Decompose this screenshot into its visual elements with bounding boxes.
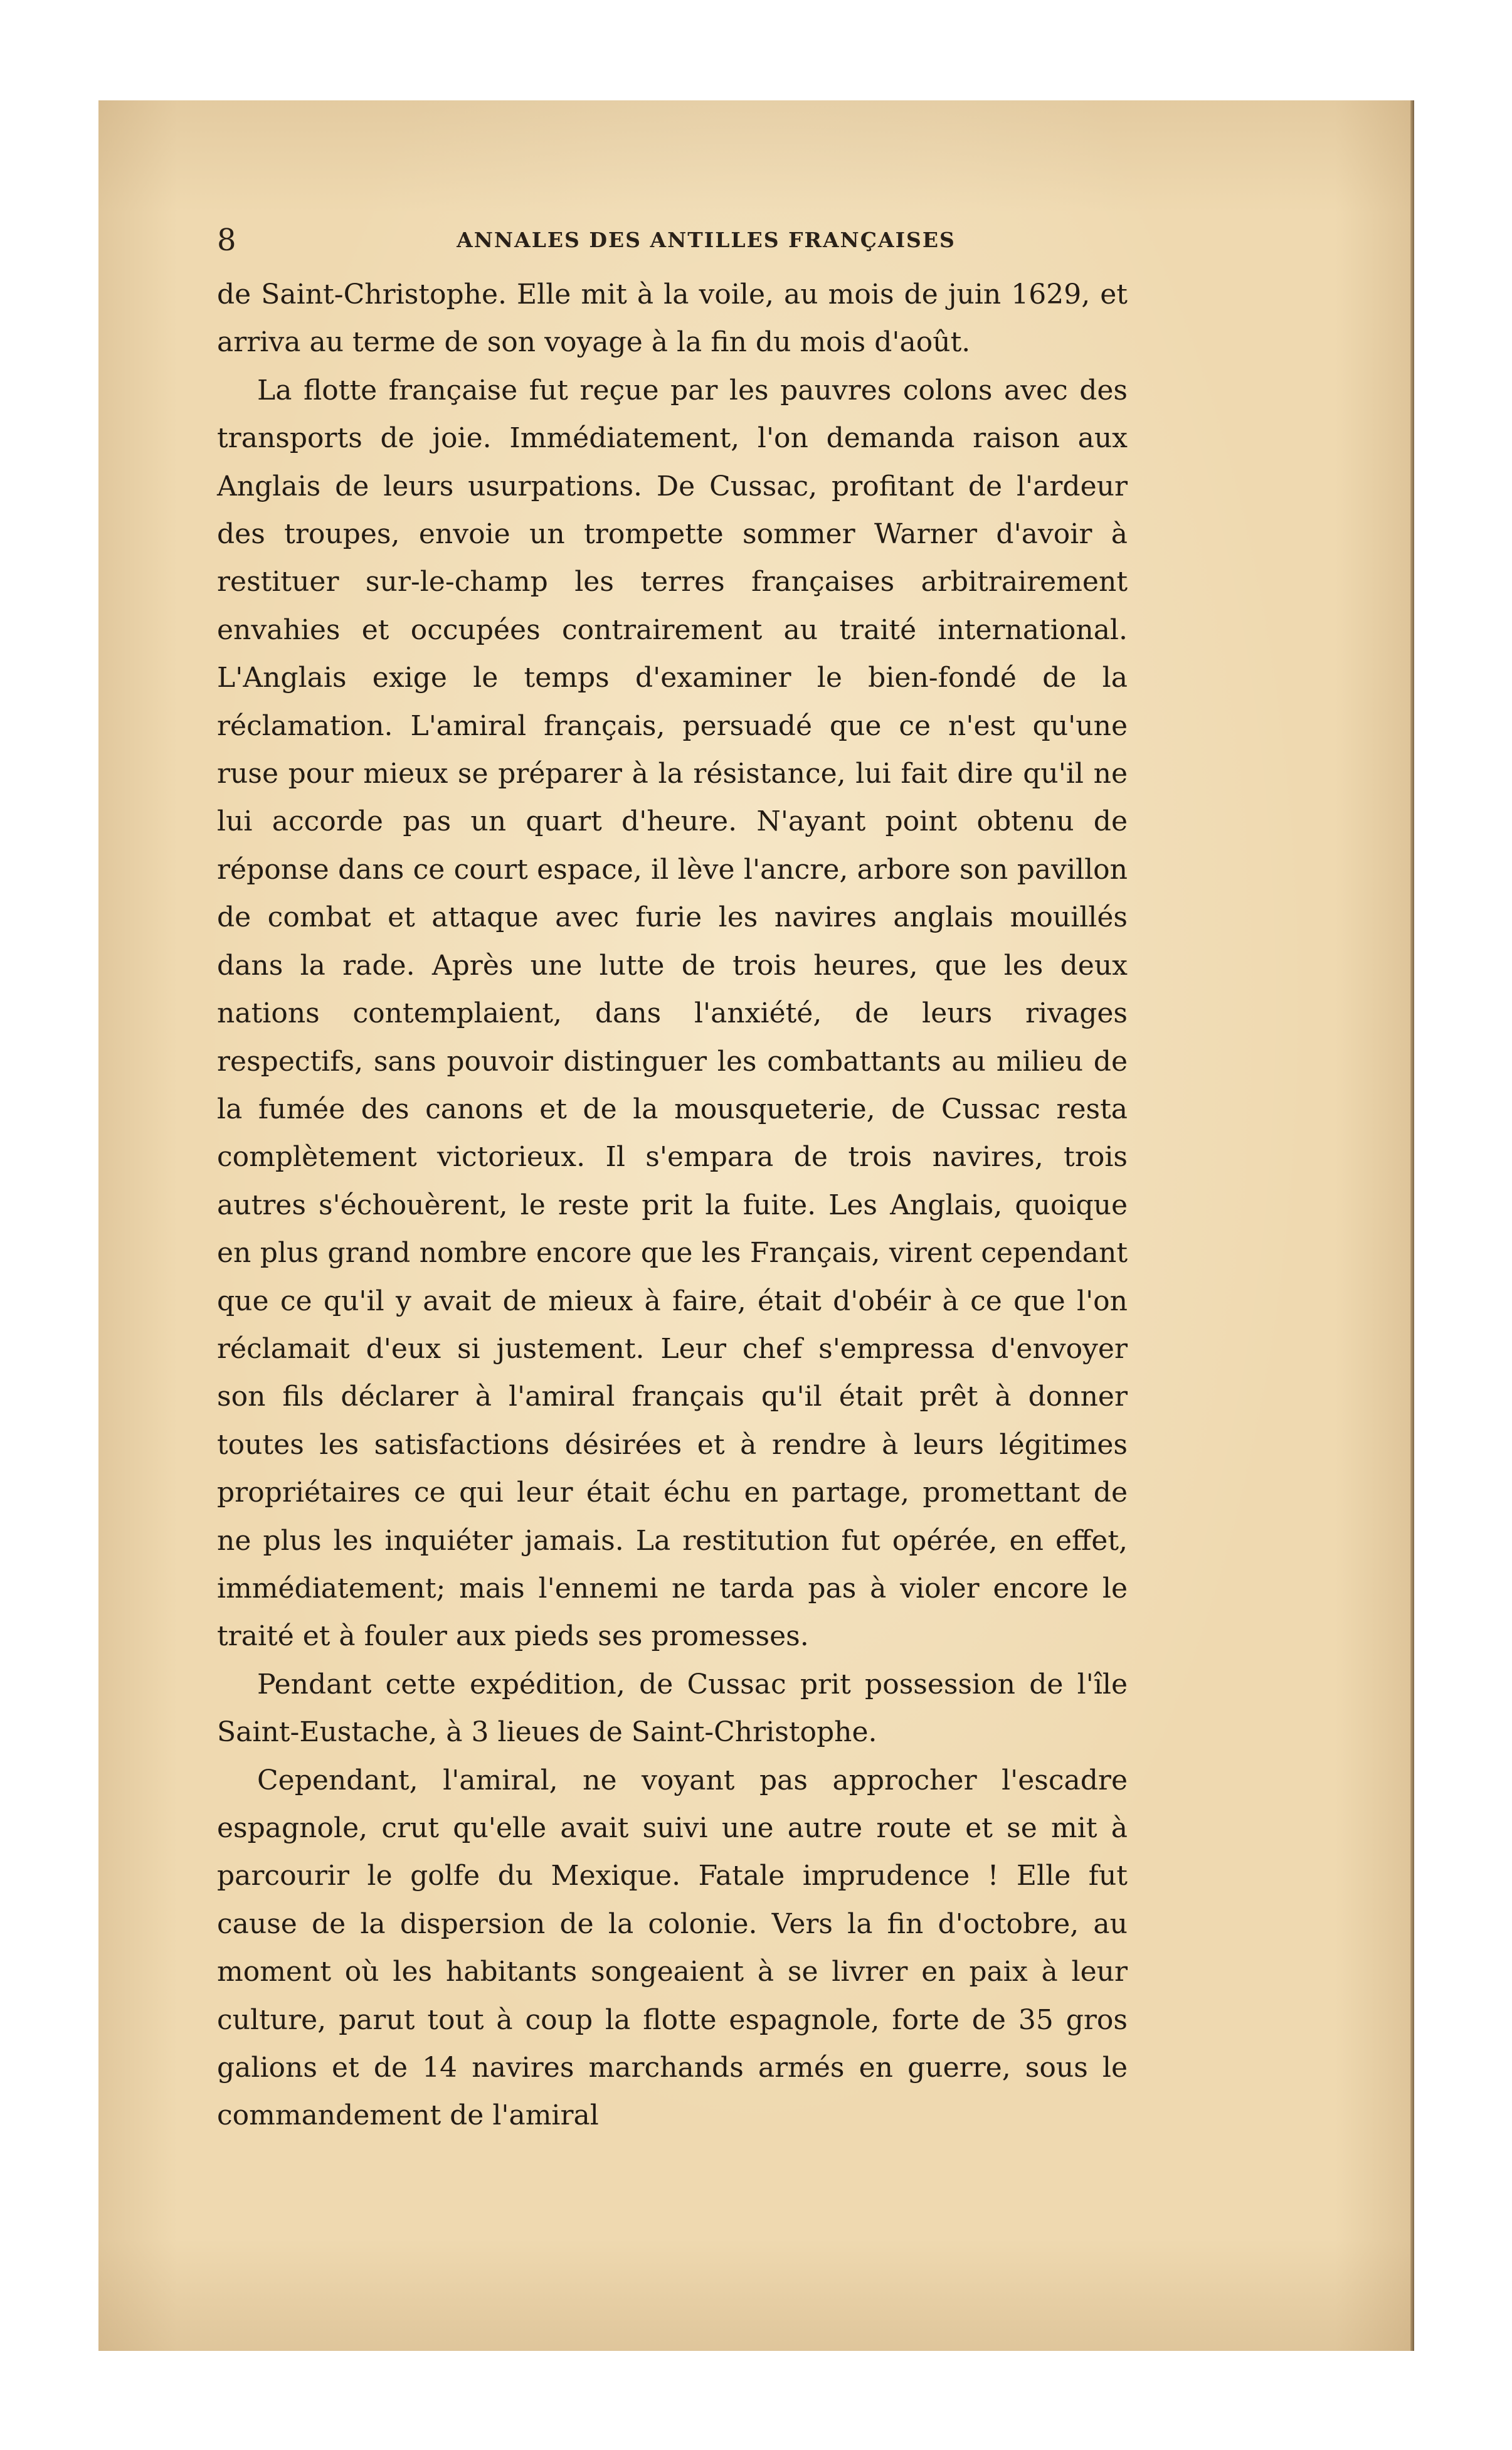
running-title: ANNALES DES ANTILLES FRANÇAISES bbox=[457, 228, 956, 252]
paragraph-saint-eustache: Pendant cette expédition, de Cussac prit possession de l'île Saint-Eustache, à 3 lieues de Saint-Christophe. bbox=[217, 1668, 1128, 1749]
page-edge-shadow bbox=[1410, 100, 1414, 2351]
paragraph-continuation: de Saint-Christophe. Elle mit à la voile, au mois de juin 1629, et arriva au terme de son voyage à la fin du mois d'août. bbox=[217, 278, 1128, 359]
page-header bbox=[217, 218, 1121, 262]
paragraph-flotte: La flotte française fut reçue par les pauvres colons avec des transports de joie. Immédiatement, l'on demanda raison aux Anglais de leurs usurpations. De Cussac, profitant de l'ardeur des troupes, envoie un trompette sommer Warner d'avoir à restituer sur-le-champ les terres françaises arbitrairement envahies et occupées contrairement au traité international. L'Anglais exige le temps d'examiner le bien-fondé de la réclamation. L'amiral français, persuadé que ce n'est qu'une ruse pour mieux se préparer à la résistance, lui fait dire qu'il ne lui accorde pas un quart d'heure. N'ayant point obtenu de réponse dans ce court espace, il lève l'ancre, arbore son pavillon de combat et attaque avec furie les navires anglais mouillés dans la rade. Après une lutte de trois heures, que les deux nations contemplaient, dans l'anxiété, de leurs rivages respectifs, sans pouvoir distinguer les combattants au milieu de la fumée des canons et de la mousqueterie, de Cussac resta complètement victorieux. Il s'empara de trois navires, trois autres s'échouèrent, le reste prit la fuite. Les Anglais, quoique en plus grand nombre encore que les Français, virent cependant que ce qu'il y avait de mieux à faire, était d'obéir à ce que l'on réclamait d'eux si justement. Leur chef s'empressa d'envoyer son fils déclarer à l'amiral français qu'il était prêt à donner toutes les satisfactions désirées et à rendre à leurs légitimes propriétaires ce qui leur était échu en partage, promettant de ne plus les inquiéter jamais. La restitution fut opérée, en effet, immédiatement; mais l'ennemi ne tarda pas à violer encore le traité et à fouler aux pieds ses promesses. bbox=[217, 374, 1128, 1653]
paragraph-escadre: Cependant, l'amiral, ne voyant pas approcher l'escadre espagnole, crut qu'elle avait suivi une autre route et se mit à parcourir le golfe du Mexique. Fatale imprudence ! Elle fut cause de la dispersion de la colonie. Vers la fin d'octobre, au moment où les habitants songeaient à se livrer en paix à leur culture, parut tout à coup la flotte espagnole, forte de 35 gros galions et de 14 navires marchands armés en guerre, sous le commandement de l'amiral bbox=[217, 1764, 1128, 2132]
body-text bbox=[217, 271, 1128, 2140]
page-number: 8 bbox=[217, 223, 236, 258]
